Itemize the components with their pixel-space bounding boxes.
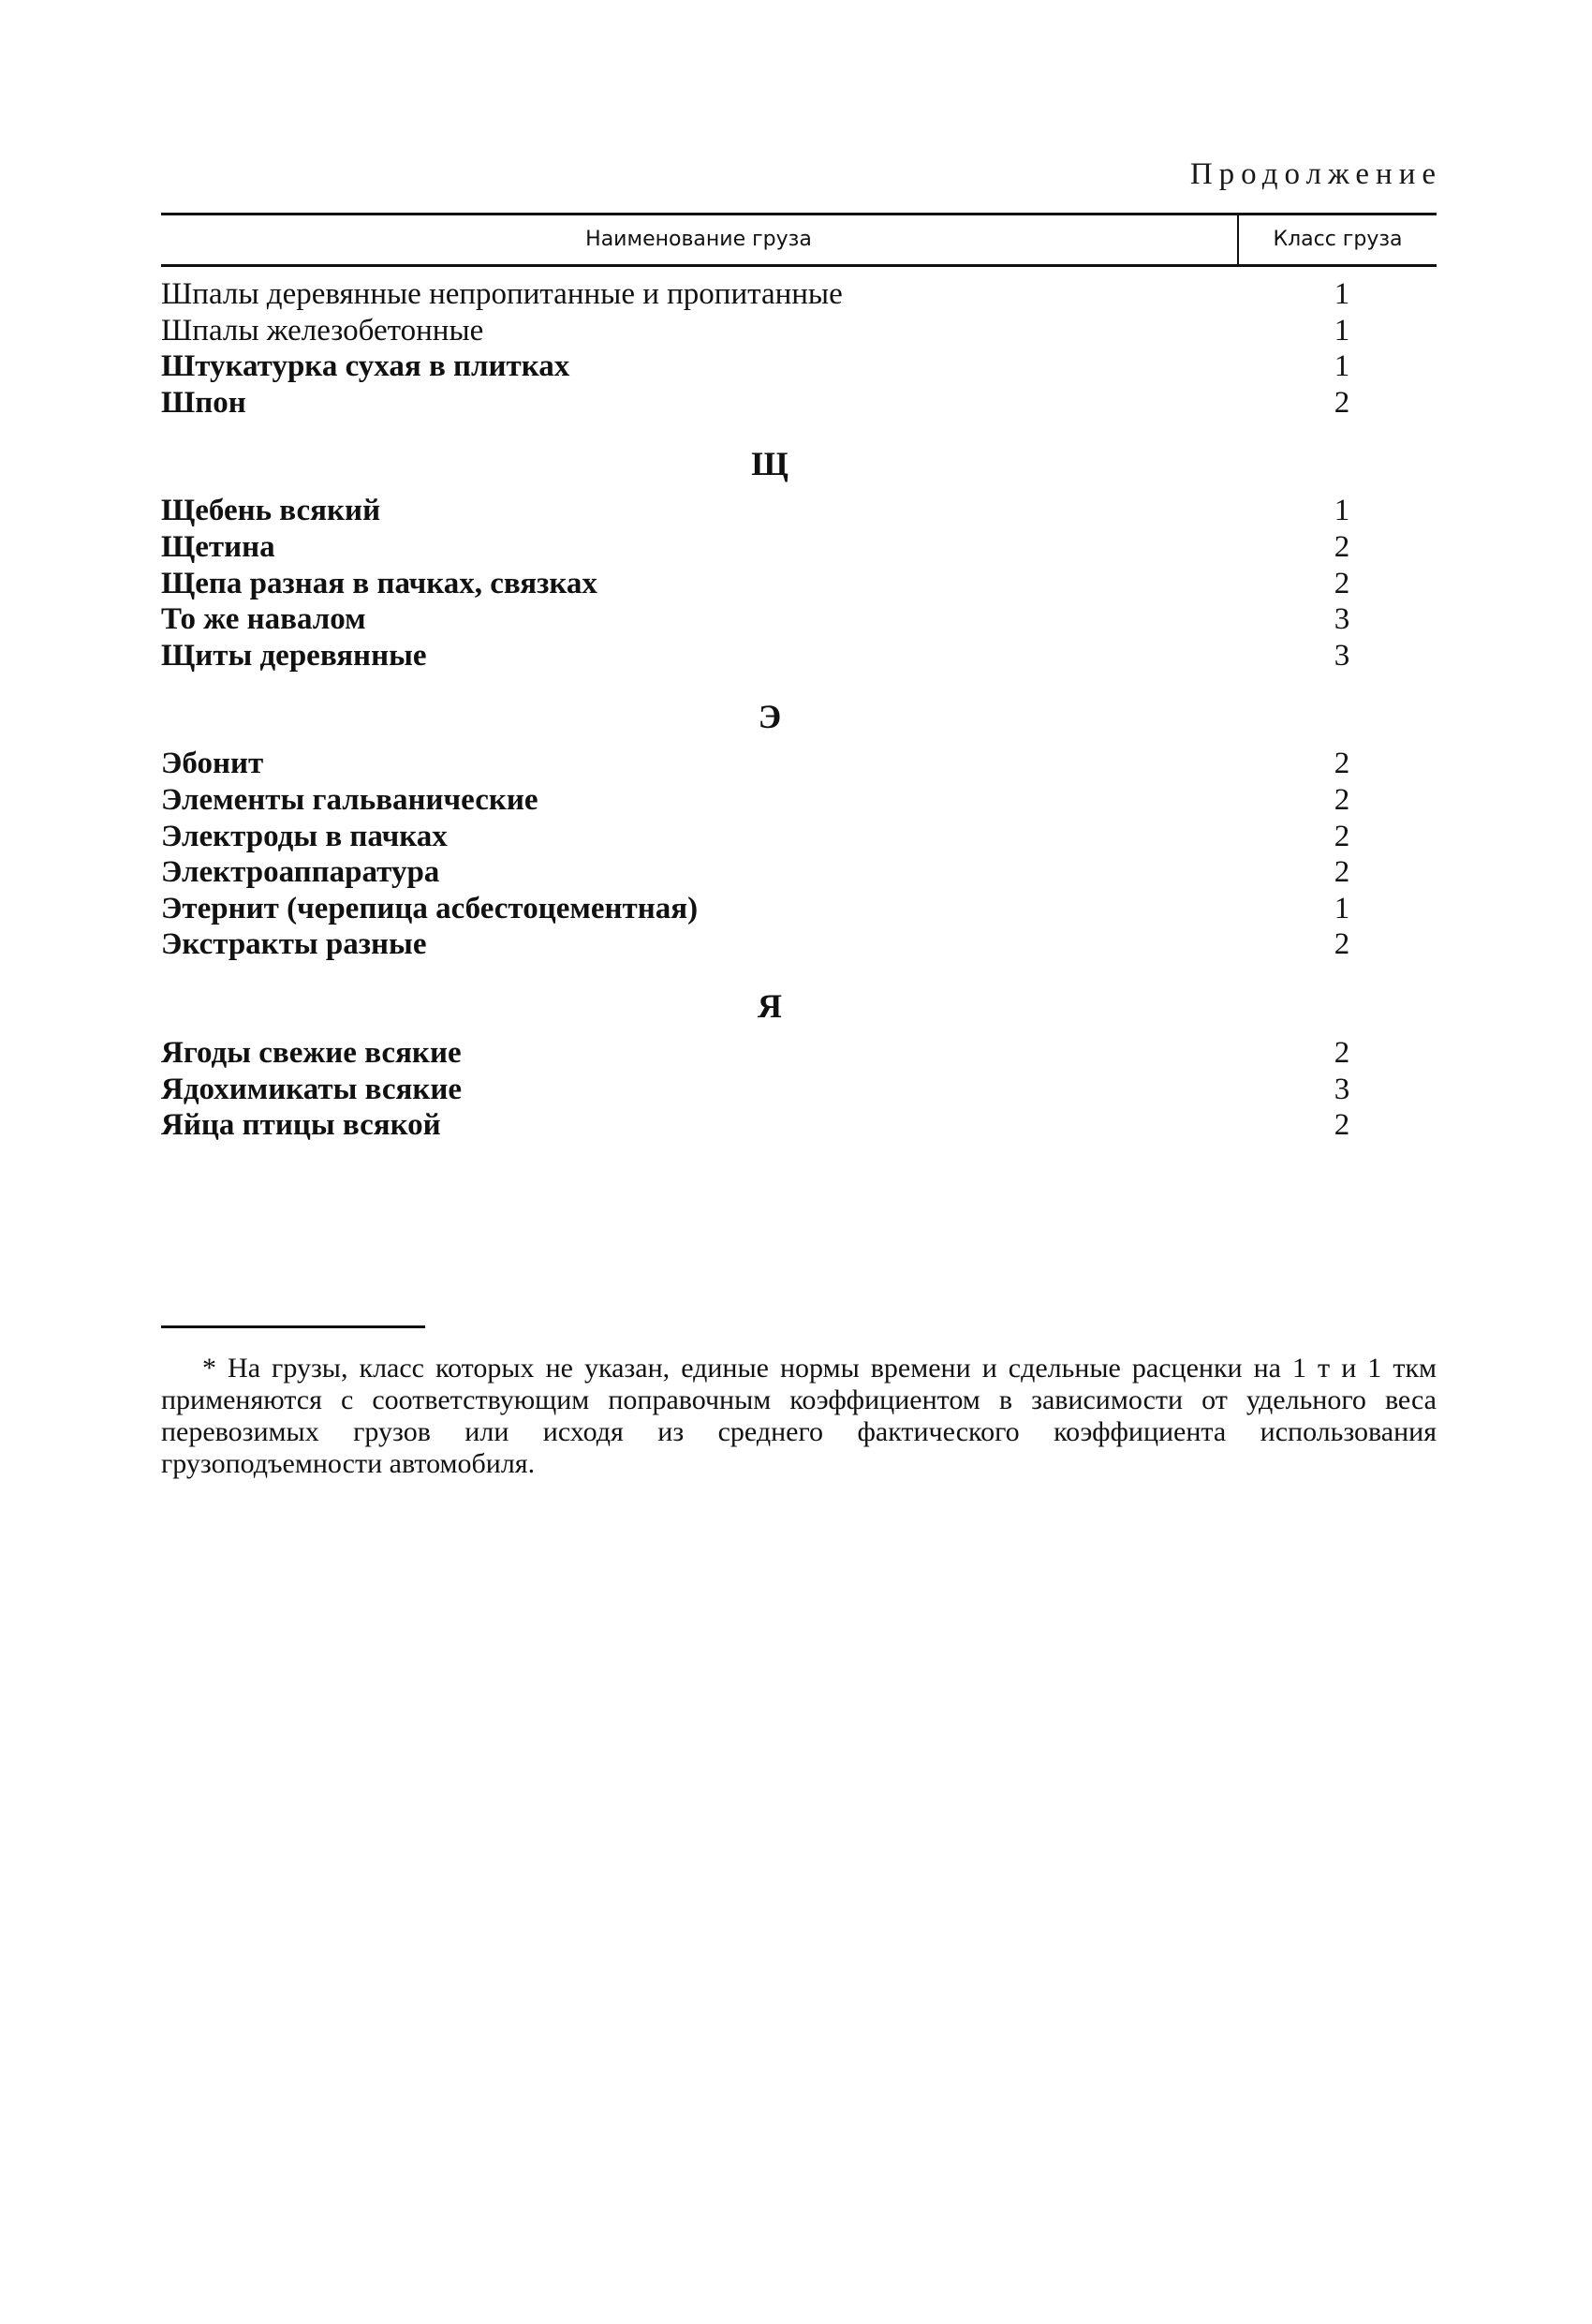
cargo-name: Шпалы железобетонные <box>161 313 484 348</box>
cargo-class: 3 <box>1334 602 1350 637</box>
cargo-class: 2 <box>1334 927 1350 962</box>
cargo-class: 3 <box>1334 638 1350 673</box>
cargo-class: 2 <box>1334 1108 1350 1143</box>
cargo-class: 2 <box>1334 566 1350 600</box>
cargo-name: Электроды в пачках <box>161 819 448 853</box>
cargo-name: Элементы гальванические <box>161 782 538 817</box>
table-row <box>161 1035 1437 1072</box>
section-letter <box>161 963 1437 1035</box>
cargo-class: 1 <box>1334 349 1350 384</box>
cargo-name: Щетина <box>161 529 275 564</box>
table-row <box>161 854 1437 891</box>
table-row <box>161 601 1437 638</box>
cargo-class: 2 <box>1334 529 1350 564</box>
table-row <box>161 891 1437 927</box>
cargo-name: Шпалы деревянные непропитанные и пропитанные <box>161 277 843 311</box>
cargo-class: 2 <box>1334 819 1350 853</box>
table-header <box>161 213 1437 267</box>
table-row <box>161 276 1437 313</box>
cargo-name: То же навалом <box>161 602 366 637</box>
table-row <box>161 493 1437 529</box>
cargo-name: Эбонит <box>161 747 264 781</box>
cargo-name: Щиты деревянные <box>161 638 427 673</box>
cargo-class: 1 <box>1334 277 1350 311</box>
table-row <box>161 1107 1437 1144</box>
cargo-name: Ягоды свежие всякие <box>161 1035 462 1070</box>
cargo-name: Яйца птицы всякой <box>161 1108 441 1143</box>
cargo-class: 2 <box>1334 385 1350 420</box>
section-letter <box>161 421 1437 493</box>
table-row <box>161 782 1437 819</box>
table-row <box>161 566 1437 602</box>
cargo-name: Штукатурка сухая в плитках <box>161 349 570 384</box>
section-letter-text: Я <box>758 986 782 1025</box>
cargo-class: 2 <box>1334 747 1350 781</box>
footnote: * На грузы, класс которых не указан, единые нормы времени и сдельные расценки на 1 т и 1 ткм применяются с соответствующим поправочным коэффициентом в зависимости от удельного веса перевозимых грузов или исходя из среднего фактического коэффициента использования грузоподъемности автомобиля. <box>161 1353 1437 1479</box>
table-row <box>161 746 1437 782</box>
table-row <box>161 313 1437 349</box>
table-row <box>161 529 1437 566</box>
header-cargo-name: Наименование груза <box>585 228 812 251</box>
cargo-class: 2 <box>1334 782 1350 817</box>
cargo-name: Ядохимикаты всякие <box>161 1072 462 1106</box>
cargo-class: 1 <box>1334 313 1350 348</box>
cargo-name: Щепа разная в пачках, связках <box>161 566 597 600</box>
continuation-label: Продолжение <box>1189 157 1442 191</box>
table-body <box>161 267 1437 1144</box>
cargo-name: Щебень всякий <box>161 494 381 528</box>
section-letter-text: Э <box>758 698 782 736</box>
cargo-name: Шпон <box>161 385 246 420</box>
cargo-class: 3 <box>1334 1072 1350 1106</box>
cargo-class: 2 <box>1334 1035 1350 1070</box>
table-row <box>161 638 1437 674</box>
footnote-divider <box>161 1325 425 1328</box>
section-letter <box>161 674 1437 746</box>
cargo-name: Экстракты разные <box>161 927 427 962</box>
cargo-name: Электроаппаратура <box>161 855 440 890</box>
header-cargo-class: Класс груза <box>1273 228 1403 251</box>
cargo-class-table <box>161 213 1437 1144</box>
table-row <box>161 926 1437 963</box>
cargo-class: 2 <box>1334 855 1350 890</box>
section-letter-text: Щ <box>751 445 789 483</box>
table-row <box>161 1072 1437 1108</box>
cargo-class: 1 <box>1334 891 1350 925</box>
table-row <box>161 385 1437 422</box>
table-row <box>161 348 1437 385</box>
cargo-class: 1 <box>1334 494 1350 528</box>
cargo-name: Этернит (черепица асбестоцементная) <box>161 891 699 925</box>
table-row <box>161 819 1437 855</box>
